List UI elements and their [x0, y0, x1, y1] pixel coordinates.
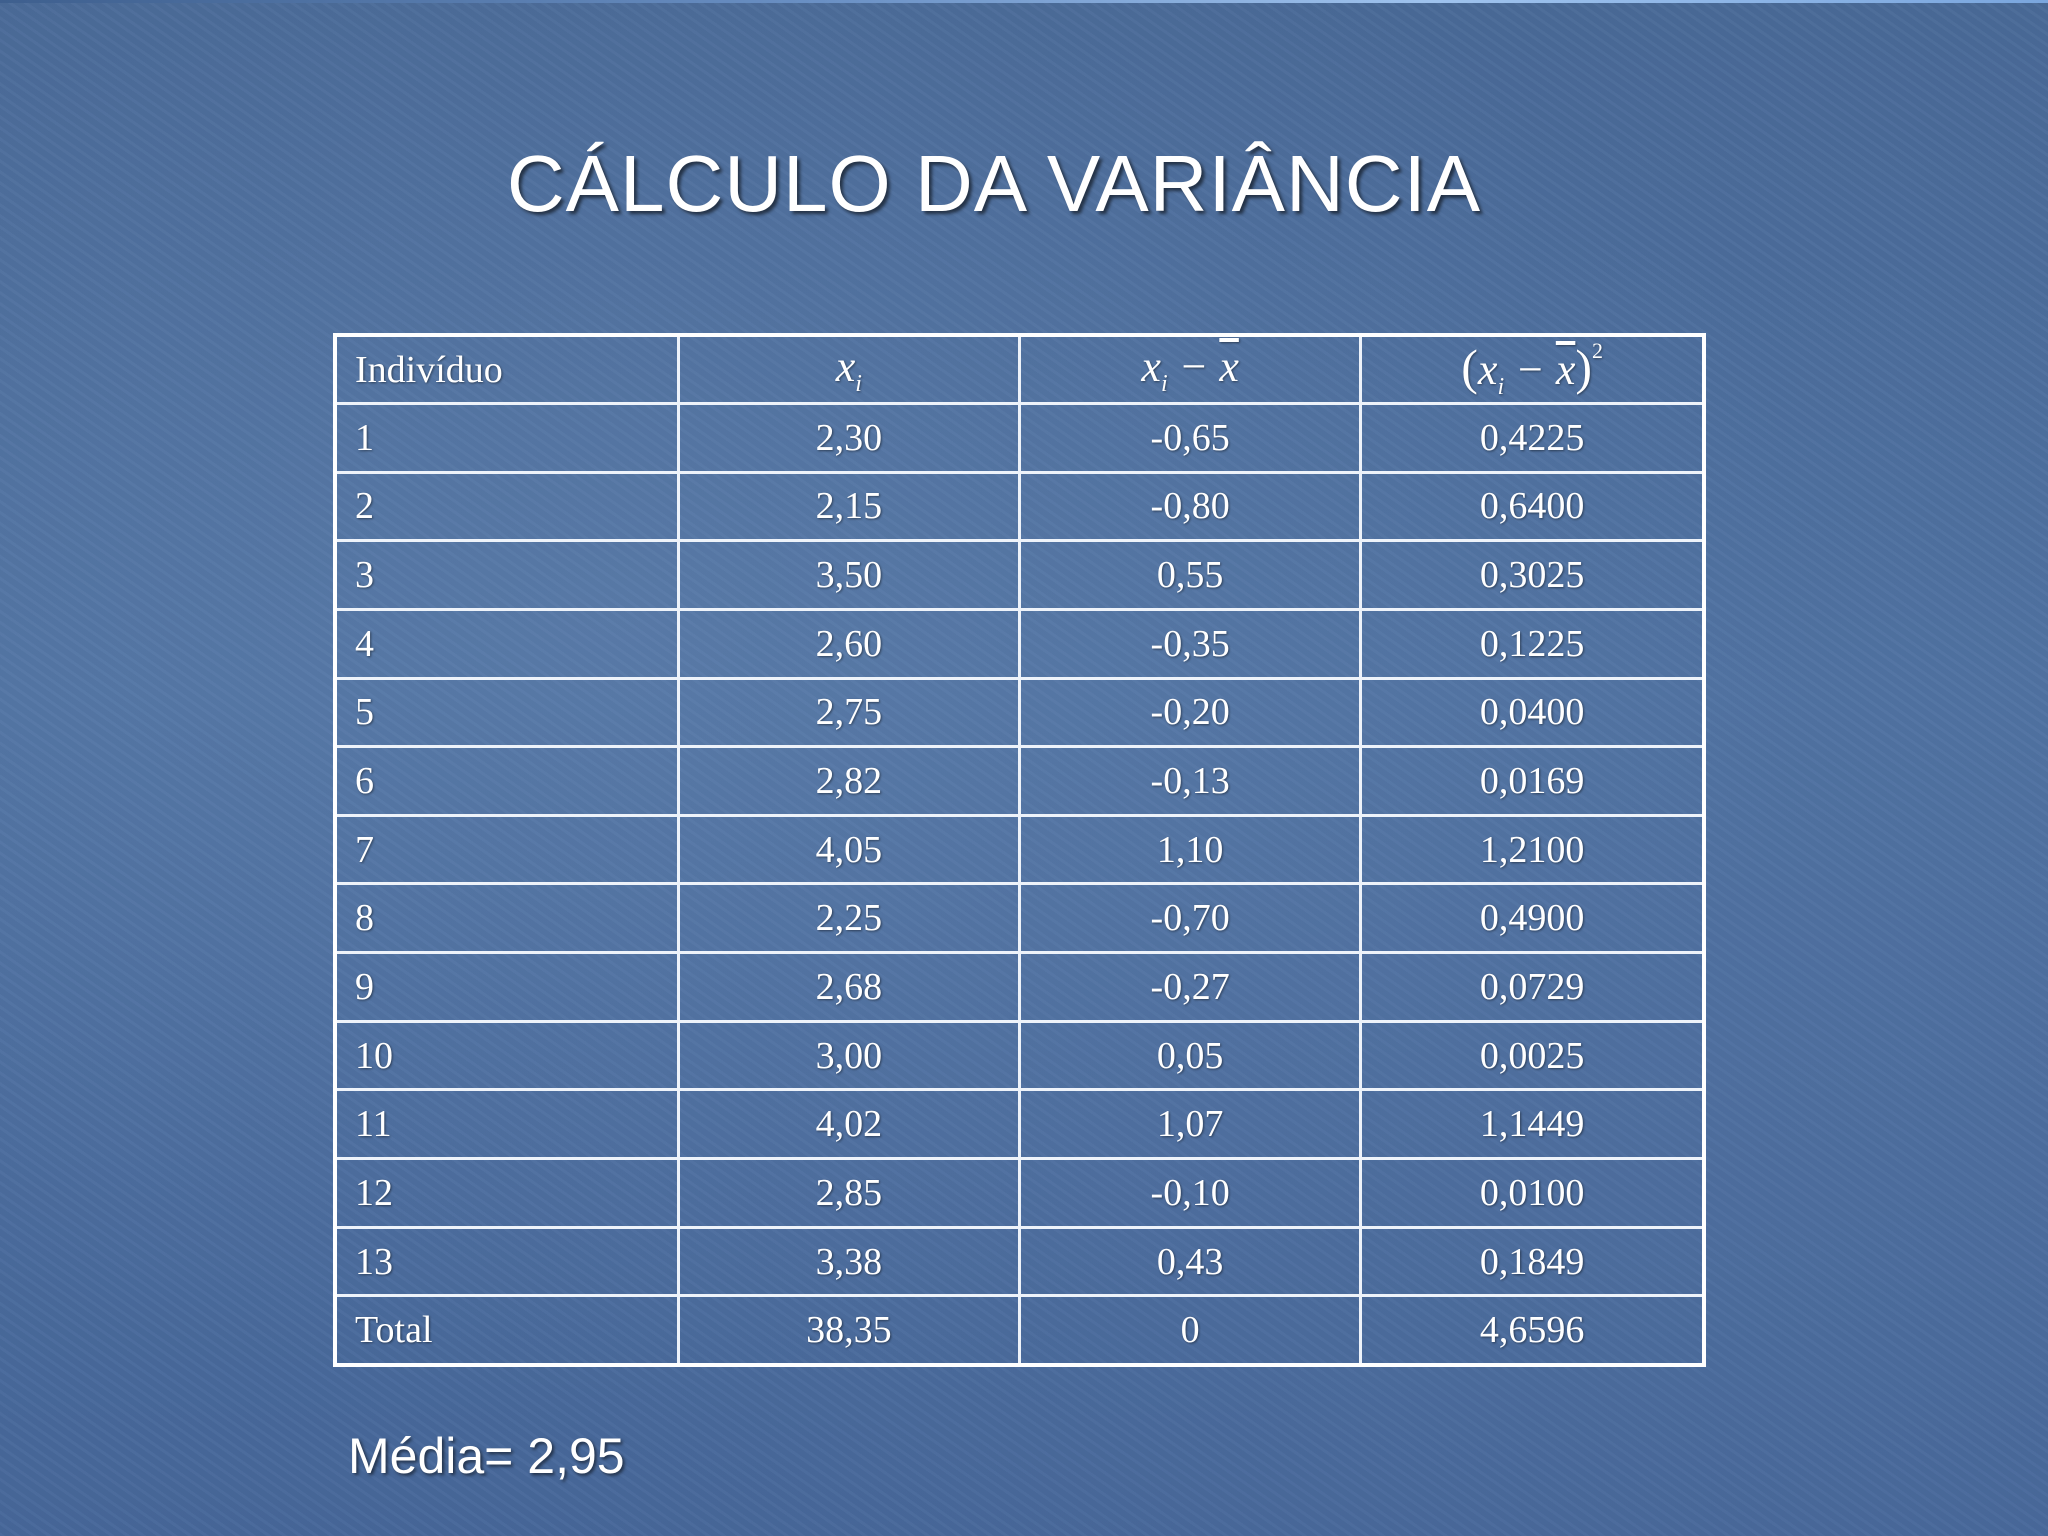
table-row: [337, 1090, 1702, 1159]
cell-individuo: 7: [337, 815, 678, 884]
cell-squared-deviation: 0,0400: [1361, 678, 1702, 747]
cell-individuo: 1: [337, 404, 678, 473]
table-header-row: [337, 337, 1702, 404]
cell-deviation: -0,80: [1020, 472, 1361, 541]
cell-xi: 2,75: [678, 678, 1019, 747]
variance-table-frame: [333, 333, 1706, 1367]
header-deviation-math: $x_i - \overline{x}$: [1141, 342, 1239, 397]
cell-deviation: 1,10: [1020, 815, 1361, 884]
cell-squared-deviation: 0,6400: [1361, 472, 1702, 541]
slide-title: CÁLCULO DA VARIÂNCIA: [506, 139, 1482, 228]
cell-squared-deviation: 0,0100: [1361, 1159, 1702, 1228]
cell-xi: 4,05: [678, 815, 1019, 884]
table-body: [337, 404, 1702, 1364]
cell-squared-deviation: 0,0729: [1361, 953, 1702, 1022]
cell-xi: 3,00: [678, 1021, 1019, 1090]
table-row: [337, 953, 1702, 1022]
table-row: [337, 404, 1702, 473]
cell-deviation: -0,65: [1020, 404, 1361, 473]
cell-individuo: 12: [337, 1159, 678, 1228]
cell-deviation: -0,70: [1020, 884, 1361, 953]
cell-total-squared-deviation: 4,6596: [1361, 1296, 1702, 1363]
table-row: [337, 678, 1702, 747]
cell-squared-deviation: 0,1849: [1361, 1227, 1702, 1296]
table-row: [337, 1227, 1702, 1296]
header-xi: [678, 337, 1019, 404]
cell-squared-deviation: 0,4225: [1361, 404, 1702, 473]
cell-individuo: 10: [337, 1021, 678, 1090]
header-deviation: [1020, 337, 1361, 404]
header-individuo: Indivíduo: [337, 337, 678, 404]
table-row: [337, 815, 1702, 884]
cell-xi: 3,50: [678, 541, 1019, 610]
cell-individuo: 2: [337, 472, 678, 541]
cell-individuo: 3: [337, 541, 678, 610]
cell-squared-deviation: 0,0025: [1361, 1021, 1702, 1090]
cell-deviation: 0,05: [1020, 1021, 1361, 1090]
cell-deviation: -0,35: [1020, 609, 1361, 678]
mean-label: Média= 2,95: [348, 1428, 625, 1484]
table-row: [337, 609, 1702, 678]
cell-xi: 2,60: [678, 609, 1019, 678]
cell-squared-deviation: 0,1225: [1361, 609, 1702, 678]
table-total-row: [337, 1296, 1702, 1363]
cell-xi: 3,38: [678, 1227, 1019, 1296]
cell-squared-deviation: 0,4900: [1361, 884, 1702, 953]
cell-xi: 2,85: [678, 1159, 1019, 1228]
cell-xi: 2,15: [678, 472, 1019, 541]
table-row: [337, 472, 1702, 541]
cell-individuo: 13: [337, 1227, 678, 1296]
cell-total-label: Total: [337, 1296, 678, 1363]
cell-individuo: 8: [337, 884, 678, 953]
table-row: [337, 747, 1702, 816]
variance-table: [337, 337, 1702, 1363]
top-accent-line: [0, 0, 2048, 3]
cell-individuo: 4: [337, 609, 678, 678]
cell-individuo: 11: [337, 1090, 678, 1159]
cell-squared-deviation: 1,1449: [1361, 1090, 1702, 1159]
cell-xi: 2,68: [678, 953, 1019, 1022]
cell-deviation: -0,27: [1020, 953, 1361, 1022]
cell-individuo: 5: [337, 678, 678, 747]
cell-individuo: 9: [337, 953, 678, 1022]
cell-deviation: -0,20: [1020, 678, 1361, 747]
table-row: [337, 884, 1702, 953]
cell-deviation: -0,13: [1020, 747, 1361, 816]
table-row: [337, 1021, 1702, 1090]
cell-individuo: 6: [337, 747, 678, 816]
header-xi-math: $x_i$: [835, 342, 862, 397]
cell-xi: 2,30: [678, 404, 1019, 473]
cell-squared-deviation: 0,3025: [1361, 541, 1702, 610]
cell-xi: 4,02: [678, 1090, 1019, 1159]
cell-total-deviation: 0: [1020, 1296, 1361, 1363]
header-squared-deviation-math: $(x_i - \overline{x})^2$: [1461, 338, 1603, 400]
cell-squared-deviation: 1,2100: [1361, 815, 1702, 884]
cell-deviation: -0,10: [1020, 1159, 1361, 1228]
cell-deviation: 0,55: [1020, 541, 1361, 610]
cell-xi: 2,82: [678, 747, 1019, 816]
cell-deviation: 1,07: [1020, 1090, 1361, 1159]
table-row: [337, 1159, 1702, 1228]
table-row: [337, 541, 1702, 610]
cell-deviation: 0,43: [1020, 1227, 1361, 1296]
header-squared-deviation: [1361, 337, 1702, 404]
cell-squared-deviation: 0,0169: [1361, 747, 1702, 816]
cell-xi: 2,25: [678, 884, 1019, 953]
cell-total-xi: 38,35: [678, 1296, 1019, 1363]
